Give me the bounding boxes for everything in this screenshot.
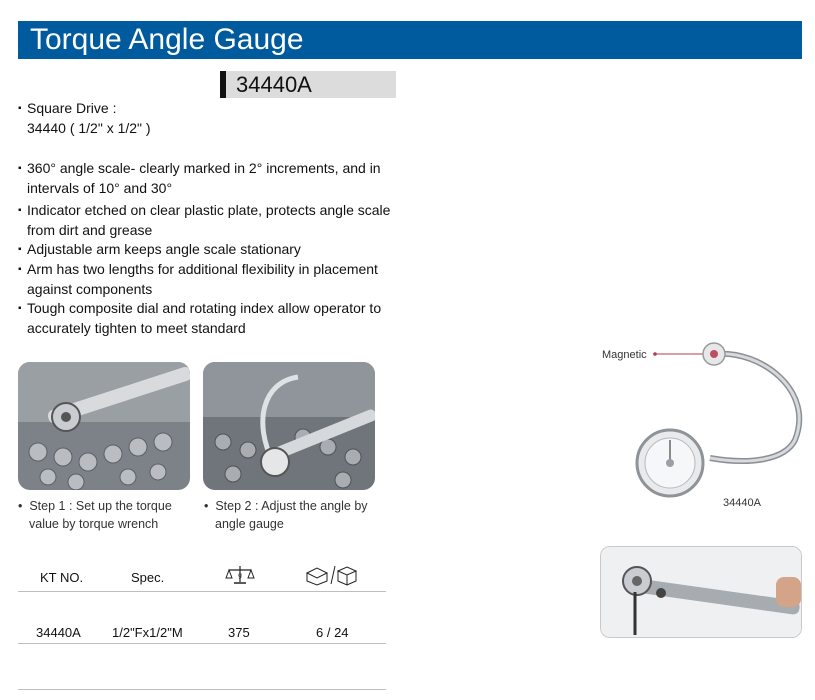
- title-bar: [18, 21, 802, 59]
- feature-line: Tough composite dial and rotating index allow operator to: [27, 300, 382, 316]
- bullet-icon: ▪: [18, 163, 22, 174]
- step2-photo: [203, 362, 375, 490]
- square-drive-value: 34440 ( 1/2" x 1/2" ): [27, 119, 151, 136]
- step1-caption: [18, 497, 172, 533]
- svg-text:g: g: [238, 572, 242, 579]
- scale-weight-icon: [225, 564, 255, 586]
- feature-line: Adjustable arm keeps angle scale stationary: [27, 241, 301, 257]
- bullet-icon: ▪: [18, 103, 22, 114]
- feature-line: against components: [27, 280, 153, 297]
- feature-item: [18, 240, 418, 260]
- cell-weight: 375: [228, 625, 250, 640]
- model-number: 34440A: [236, 72, 312, 97]
- magnetic-callout: Magnetic: [602, 349, 647, 361]
- square-drive-label: Square Drive :: [27, 100, 117, 116]
- feature-line: from dirt and grease: [27, 221, 153, 238]
- square-drive: [18, 99, 418, 138]
- header-spec: Spec.: [131, 570, 165, 585]
- feature-item: [18, 159, 418, 198]
- feature-item: [18, 260, 418, 299]
- feature-line: Indicator etched on clear plastic plate, protects angle scale: [27, 202, 391, 218]
- bullet-icon: ▪: [18, 264, 22, 275]
- feature-line: 360° angle scale- clearly marked in 2° increments, and in: [27, 160, 381, 176]
- usage-photo: [600, 546, 802, 638]
- bullet-icon: ▪: [18, 303, 22, 314]
- feature-line: accurately tighten to meet standard: [27, 319, 246, 336]
- bullet-icon: ▪: [18, 205, 22, 216]
- feature-line: Arm has two lengths for additional flexibility in placement: [27, 261, 378, 277]
- step1-photo: [18, 362, 190, 490]
- cell-spec: 1/2"Fx1/2"M: [112, 625, 183, 640]
- bullet-icon: ▪: [18, 244, 22, 255]
- table-divider: [18, 591, 386, 592]
- carton-box-icon: [305, 564, 357, 586]
- bullet-icon: •: [204, 499, 216, 513]
- feature-item: [18, 299, 418, 338]
- step2-line1: Step 2 : Adjust the angle by: [215, 499, 368, 513]
- table-bottom-divider: [18, 689, 386, 690]
- bullet-icon: •: [18, 499, 30, 513]
- step1-line2: value by torque wrench: [29, 517, 159, 531]
- header-kt-no: KT NO.: [40, 570, 84, 585]
- table-row-divider: [18, 643, 386, 644]
- feature-item: [18, 201, 418, 240]
- cell-pack: 6 / 24: [316, 625, 349, 640]
- page-title: Torque Angle Gauge: [30, 23, 304, 56]
- product-caption: 34440A: [723, 497, 761, 509]
- gauge-product-image: [600, 330, 815, 500]
- model-box: [220, 71, 396, 98]
- step1-line1: Step 1 : Set up the torque: [29, 499, 172, 513]
- step2-line2: angle gauge: [215, 517, 284, 531]
- feature-line: intervals of 10° and 30°: [27, 179, 173, 196]
- cell-kt-no: 34440A: [36, 625, 81, 640]
- step2-caption: [204, 497, 368, 533]
